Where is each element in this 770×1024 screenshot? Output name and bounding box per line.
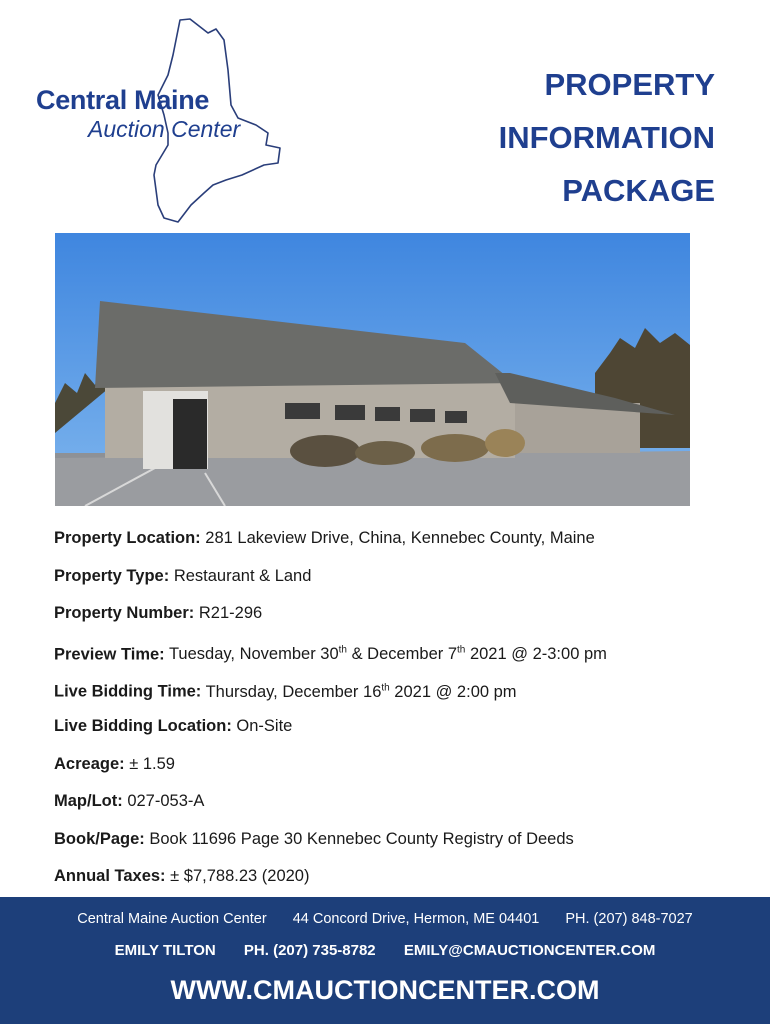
- acreage-row: [54, 752, 754, 790]
- preview-time-value: Tuesday, November 30th & December 7th 2021 @ 2-3:00 pm: [168, 644, 607, 664]
- live-bidding-location-label: Live Bidding Location:: [54, 716, 232, 735]
- footer-company-name: Central Maine Auction Center: [77, 911, 267, 927]
- book-page-label: Book/Page:: [54, 829, 145, 848]
- title-line-2: INFORMATION: [498, 120, 715, 155]
- property-location-value: 281 Lakeview Drive, China, Kennebec County, Maine: [205, 529, 595, 547]
- preview-time-label: Preview Time:: [54, 645, 165, 664]
- annual-taxes-value: ± $7,788.23 (2020): [170, 867, 310, 886]
- property-type-value: Restaurant & Land: [173, 566, 312, 585]
- footer-contact-name: EMILY TILTON: [114, 942, 216, 959]
- title-line-3: PACKAGE: [562, 173, 715, 208]
- company-logo: [28, 15, 288, 230]
- title-line-1: PROPERTY: [544, 67, 715, 102]
- property-location-row: [54, 526, 754, 564]
- footer-website-link[interactable]: WWW.CMAUCTIONCENTER.COM: [170, 975, 600, 1005]
- property-details: [54, 526, 754, 902]
- footer-contact-line: [0, 942, 770, 959]
- footer-contact-phone: PH. (207) 735-8782: [243, 942, 376, 959]
- page-title: [395, 58, 715, 217]
- property-number-row: [54, 601, 754, 639]
- acreage-value: ± 1.59: [129, 754, 175, 773]
- map-lot-label: Map/Lot:: [54, 792, 123, 811]
- footer: [0, 897, 770, 1024]
- property-type-label: Property Type:: [54, 566, 170, 585]
- live-bidding-location-row: [54, 714, 754, 752]
- preview-time-row: [54, 639, 754, 677]
- logo-subtitle: Auction Center: [88, 116, 241, 142]
- live-bidding-time-label: Live Bidding Time:: [54, 682, 202, 701]
- book-page-row: [54, 827, 754, 865]
- property-number-value: R21-296: [198, 604, 263, 623]
- footer-company-line: [0, 911, 770, 927]
- live-bidding-time-row: [54, 676, 754, 714]
- live-bidding-location-value: On-Site: [236, 716, 293, 735]
- map-lot-value: 027-053-A: [127, 792, 205, 811]
- acreage-label: Acreage:: [54, 754, 125, 773]
- property-location-label: Property Location:: [54, 529, 201, 547]
- footer-address: 44 Concord Drive, Hermon, ME 04401: [292, 911, 540, 927]
- property-number-label: Property Number:: [54, 604, 195, 623]
- property-photo: [55, 233, 690, 506]
- map-lot-row: [54, 789, 754, 827]
- annual-taxes-label: Annual Taxes:: [54, 867, 166, 886]
- book-page-value: Book 11696 Page 30 Kennebec County Registry of Deeds: [149, 829, 574, 848]
- property-type-row: [54, 564, 754, 602]
- footer-contact-email[interactable]: EMILY@CMAUCTIONCENTER.COM: [403, 942, 656, 959]
- footer-phone: PH. (207) 848-7027: [565, 911, 693, 927]
- live-bidding-time-value: Thursday, December 16th 2021 @ 2:00 pm: [205, 682, 517, 701]
- logo-title: Central Maine: [36, 85, 210, 115]
